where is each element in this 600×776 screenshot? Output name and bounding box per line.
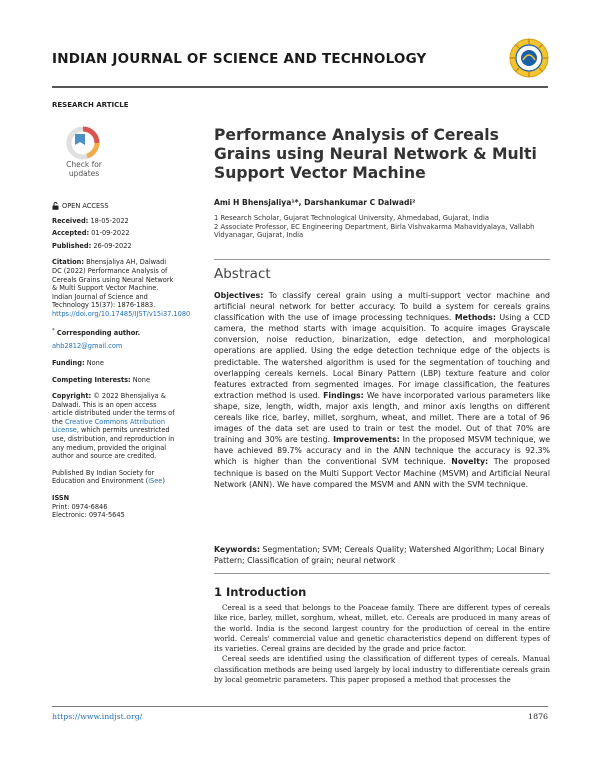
funding-value: None	[86, 358, 104, 367]
citation-text: Bhensjaliya AH, Dalwadi DC (2022) Performance Analysis of Cereals Grains using Neural Network & Multi Support Vector Machine. Indian Journal of Science and Technology 15(37): 1876-1883.	[52, 258, 174, 310]
corresponding-author-block	[52, 327, 177, 351]
keywords-label: Keywords:	[214, 545, 261, 554]
author-email-link[interactable]: ahb2812@gmail.com	[52, 342, 123, 351]
doi-link[interactable]: https://doi.org/10.17485/IJST/v15i37.1080	[52, 309, 191, 318]
intro-paragraph-1: Cereal is a seed that belongs to the Poaceae family. There are different types of cereals like rice, barley, millet, sorghum, wheat, millet, etc. Cereals are produced in many areas of the world. India is the second largest country for the production of cereal in the entire world. Cereals' commercial value and genetic characteristics depend on different types of its varieties. Cereal grains are decided by the grade and price factor.	[214, 603, 550, 654]
header-divider	[52, 86, 548, 88]
publisher-link[interactable]: iSee	[148, 477, 163, 486]
published-date: 26-09-2022	[93, 241, 132, 250]
article-info-sidebar	[52, 202, 191, 528]
methods-label: Methods:	[454, 313, 496, 323]
novelty-label: Novelty:	[451, 457, 489, 467]
received-label: Received:	[52, 216, 89, 225]
issn-block	[52, 494, 177, 520]
abstract-heading: Abstract	[214, 266, 271, 282]
improvements-label: Improvements:	[333, 435, 400, 445]
citation-block	[52, 258, 191, 318]
author-list: Ami H Bhensjaliya¹*, Darshankumar C Dalwadi²	[214, 198, 416, 207]
journal-url-link[interactable]: https://www.indjst.org/	[52, 712, 143, 721]
footer-divider	[52, 706, 548, 707]
affiliation-1: 1 Research Scholar, Gujarat Technological University, Ahmedabad, Gujarat, India	[214, 214, 490, 222]
keywords-block	[214, 544, 550, 566]
accepted-label: Accepted:	[52, 229, 90, 238]
corresponding-mark: *	[52, 327, 55, 334]
page-number: 1876	[528, 712, 548, 721]
introduction-heading: 1 Introduction	[214, 585, 307, 599]
open-lock-icon	[52, 202, 59, 210]
accepted-date: 01-09-2022	[91, 229, 130, 238]
copyright-block	[52, 392, 177, 461]
findings-text: We have incorporated various parameters like shape, size, length, width, major axis length, and minor axis lengths on different cereals like rice, barley, millet, sorghum, wheat, and millet. There are a total of 96 images of the data set are used to train or test the model. Out of that 70% are training and 30% are testing.	[214, 390, 550, 445]
abstract-body	[214, 290, 550, 490]
open-access-badge	[52, 202, 177, 211]
competing-interests-label: Competing Interests:	[52, 375, 131, 384]
introduction-body	[214, 603, 550, 685]
open-access-label: OPEN ACCESS	[62, 202, 109, 210]
copyright-text-end: , which permits unrestricted use, distribution, and reproduction in any medium, provided the original author and source are credited.	[52, 426, 175, 461]
journal-title: INDIAN JOURNAL OF SCIENCE AND TECHNOLOGY	[52, 51, 427, 67]
copyright-text: © 2022 Bhensjaliya & Dalwadi. This is an open access article distributed under the terms of the	[52, 392, 175, 426]
issn-label: ISSN	[52, 494, 70, 503]
publisher-text-end: )	[162, 477, 165, 486]
keywords-text: Segmentation; SVM; Cereals Quality; Watershed Algorithm; Local Binary Pattern; Classification of grain; neural network	[214, 545, 545, 565]
citation-label: Citation:	[52, 258, 84, 267]
published-label: Published:	[52, 241, 92, 250]
electronic-issn: Electronic: 0974-5645	[52, 511, 125, 520]
competing-interests-value: None	[132, 375, 150, 384]
findings-label: Findings:	[323, 390, 364, 400]
corresponding-label: Corresponding author.	[56, 328, 141, 337]
journal-emblem-icon	[509, 38, 549, 78]
article-type-label: RESEARCH ARTICLE	[52, 101, 129, 109]
print-issn: Print: 0974-6846	[52, 502, 108, 511]
abstract-divider	[214, 259, 550, 260]
license-link[interactable]: Creative Commons Attribution License	[52, 417, 166, 435]
methods-text: Using a CCD camera, the method starts with image acquisition. To acquire images Grayscale conversion, noise reduction, binarization, edge detection, and morphological operations are applied. Using the edge detection technique edge of the objects is predictable. The watershed algorithm is used for the segmentation of touching and overlapping cereals kernels. Local Binary Pattern (LBP) texture feature and color features extracted from segmented images. For image classification, the features extraction method is used.	[214, 313, 550, 400]
affiliations	[214, 214, 554, 240]
affiliation-2: 2 Associate Professor, EC Engineering Department, Birla Vishvakarma Mahavidyalaya, Vallabh Vidyanagar, Gujarat, India	[214, 222, 535, 240]
publisher-text: Published By Indian Society for Education and Environment (	[52, 468, 155, 486]
intro-paragraph-2: Cereal seeds are identified using the classification of different types of cereals. Manual classification methods are being used largely by local industry to differentiate cereals grain by local geometric parameters. This paper proposed a method that processes the	[214, 654, 550, 685]
paper-title: Performance Analysis of Cereals Grains using Neural Network & Multi Support Vector Machine	[214, 126, 537, 182]
keywords-divider	[214, 573, 550, 574]
novelty-text: The proposed technique is based on the Multi Support Vector Machine (MSVM) and Artificial Neural Network (ANN). We have compared the MSVM and ANN with the SVM technique.	[214, 457, 550, 489]
received-date: 18-05-2022	[90, 216, 129, 225]
improvements-text: In the proposed MSVM technique, we have achieved 89.7% accuracy and in the ANN technique the accuracy is 92.3% which is higher than the conventional SVM technique.	[214, 435, 550, 467]
publication-dates	[52, 217, 177, 251]
objectives-text: To classify cereal grain using a multi-support vector machine and artificial neural network for better accuracy. To build a system for cereals grains classification with the use of image processing techniques.	[214, 291, 551, 323]
objectives-label: Objectives:	[214, 291, 264, 300]
check-for-updates-label[interactable]: Check for updates	[66, 160, 102, 178]
funding-label: Funding:	[52, 358, 85, 367]
copyright-label: Copyright:	[52, 392, 92, 401]
publisher-block	[52, 469, 177, 486]
